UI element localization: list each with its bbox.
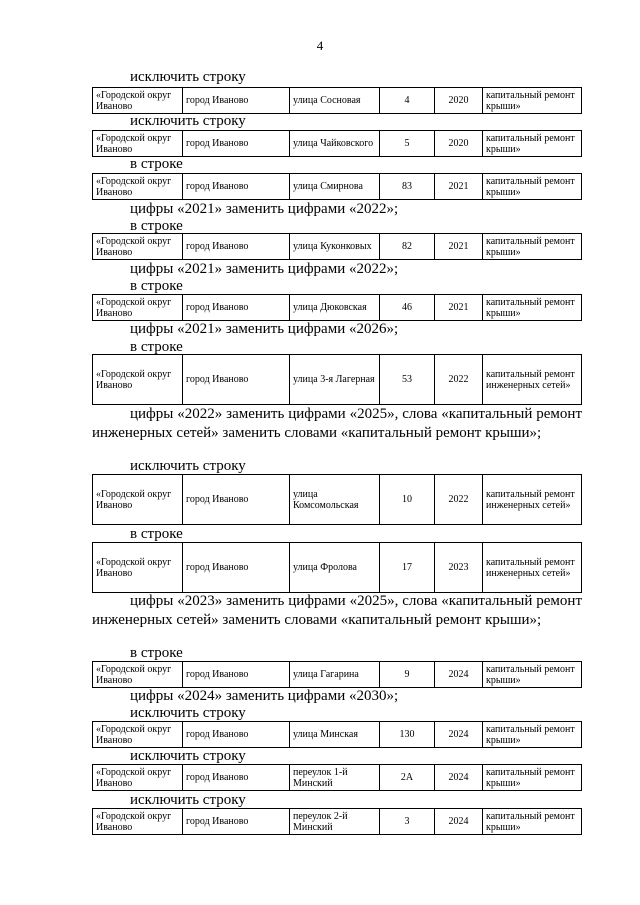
table-cell-city: город Иваново xyxy=(183,355,290,405)
table-cell-house: 5 xyxy=(380,131,435,157)
instruction-paragraph: цифры «2022» заменить цифрами «2025», слова «капитальный ремонт инженерных сетей» заменить словами «капитальный ремонт крыши»; xyxy=(92,406,582,441)
instruction-text: цифры «2024» заменить цифрами «2030»; xyxy=(130,688,399,704)
table-row xyxy=(92,661,582,688)
table-row xyxy=(92,87,582,114)
table-cell-municipality: «Городской округ Иваново xyxy=(93,295,183,321)
table-row xyxy=(92,233,582,260)
table-cell-work-type: капитальный ремонт крыши» xyxy=(483,722,582,748)
table-cell-work-type: капитальный ремонт инженерных сетей» xyxy=(483,475,582,525)
table-cell-year: 2024 xyxy=(435,809,483,835)
table-cell-year: 2024 xyxy=(435,765,483,791)
table-cell-street: улица Гагарина xyxy=(290,662,380,688)
table-row xyxy=(92,474,582,525)
table-cell-city: город Иваново xyxy=(183,475,290,525)
instruction-text: исключить строку xyxy=(130,748,246,764)
table-cell-municipality: «Городской округ Иваново xyxy=(93,722,183,748)
table-cell-municipality: «Городской округ Иваново xyxy=(93,88,183,114)
table-cell-house: 9 xyxy=(380,662,435,688)
table-cell-municipality: «Городской округ Иваново xyxy=(93,234,183,260)
table-cell-municipality: «Городской округ Иваново xyxy=(93,174,183,200)
table-cell-year: 2020 xyxy=(435,88,483,114)
table-cell-work-type: капитальный ремонт крыши» xyxy=(483,88,582,114)
table-cell-street: переулок 1-й Минский xyxy=(290,765,380,791)
table-cell-work-type: капитальный ремонт крыши» xyxy=(483,765,582,791)
instruction-text: в строке xyxy=(130,278,183,294)
table-row xyxy=(92,721,582,748)
table-cell-work-type: капитальный ремонт крыши» xyxy=(483,234,582,260)
table-cell-house: 82 xyxy=(380,234,435,260)
instruction-text: исключить строку xyxy=(130,792,246,808)
table-cell-house: 3 xyxy=(380,809,435,835)
page-number: 4 xyxy=(316,38,324,53)
table-row xyxy=(92,173,582,200)
table-cell-city: город Иваново xyxy=(183,722,290,748)
table-cell-street: улица Минская xyxy=(290,722,380,748)
table-cell-municipality: «Городской округ Иваново xyxy=(93,765,183,791)
table-cell-year: 2023 xyxy=(435,543,483,593)
table-cell-house: 83 xyxy=(380,174,435,200)
instruction-text: цифры «2021» заменить цифрами «2022»; xyxy=(130,201,399,217)
table-cell-work-type: капитальный ремонт крыши» xyxy=(483,131,582,157)
table-cell-street: улица Куконковых xyxy=(290,234,380,260)
table-cell-year: 2021 xyxy=(435,234,483,260)
table-cell-house: 2А xyxy=(380,765,435,791)
table-cell-street: улица Сосновая xyxy=(290,88,380,114)
table-cell-house: 10 xyxy=(380,475,435,525)
table-row xyxy=(92,354,582,405)
table-cell-street: улица Дюковская xyxy=(290,295,380,321)
table-cell-work-type: капитальный ремонт крыши» xyxy=(483,809,582,835)
table-cell-city: город Иваново xyxy=(183,234,290,260)
table-row xyxy=(92,808,582,835)
table-cell-city: город Иваново xyxy=(183,543,290,593)
table-cell-city: город Иваново xyxy=(183,295,290,321)
table-cell-house: 4 xyxy=(380,88,435,114)
table-row xyxy=(92,294,582,321)
table-cell-municipality: «Городской округ Иваново xyxy=(93,355,183,405)
instruction-text: исключить строку xyxy=(130,113,246,129)
table-cell-work-type: капитальный ремонт крыши» xyxy=(483,662,582,688)
instruction-text: в строке xyxy=(130,526,183,542)
table-cell-work-type: капитальный ремонт крыши» xyxy=(483,174,582,200)
table-cell-house: 130 xyxy=(380,722,435,748)
table-cell-year: 2024 xyxy=(435,722,483,748)
table-row xyxy=(92,542,582,593)
table-cell-street: улица Смирнова xyxy=(290,174,380,200)
instruction-text: исключить строку xyxy=(130,705,246,721)
table-cell-city: город Иваново xyxy=(183,174,290,200)
instruction-text: в строке xyxy=(130,645,183,661)
table-cell-house: 46 xyxy=(380,295,435,321)
instruction-paragraph: цифры «2023» заменить цифрами «2025», слова «капитальный ремонт инженерных сетей» заменить словами «капитальный ремонт крыши»; xyxy=(92,593,582,628)
table-cell-work-type: капитальный ремонт инженерных сетей» xyxy=(483,355,582,405)
table-cell-year: 2021 xyxy=(435,174,483,200)
table-cell-street: улица Чайковского xyxy=(290,131,380,157)
table-cell-city: город Иваново xyxy=(183,662,290,688)
table-cell-street: улица Фролова xyxy=(290,543,380,593)
table-cell-house: 17 xyxy=(380,543,435,593)
table-cell-year: 2024 xyxy=(435,662,483,688)
table-cell-house: 53 xyxy=(380,355,435,405)
table-cell-city: город Иваново xyxy=(183,809,290,835)
table-cell-work-type: капитальный ремонт инженерных сетей» xyxy=(483,543,582,593)
table-cell-street: улица 3-я Лагерная xyxy=(290,355,380,405)
table-cell-year: 2021 xyxy=(435,295,483,321)
table-cell-city: город Иваново xyxy=(183,131,290,157)
table-cell-year: 2020 xyxy=(435,131,483,157)
table-cell-street: переулок 2-й Минский xyxy=(290,809,380,835)
table-cell-municipality: «Городской округ Иваново xyxy=(93,662,183,688)
table-cell-city: город Иваново xyxy=(183,88,290,114)
table-cell-municipality: «Городской округ Иваново xyxy=(93,475,183,525)
table-cell-municipality: «Городской округ Иваново xyxy=(93,543,183,593)
table-cell-municipality: «Городской округ Иваново xyxy=(93,131,183,157)
instruction-text: в строке xyxy=(130,339,183,355)
table-cell-year: 2022 xyxy=(435,475,483,525)
instruction-text: исключить строку xyxy=(130,458,246,474)
instruction-text: исключить строку xyxy=(130,69,246,85)
table-cell-year: 2022 xyxy=(435,355,483,405)
table-row xyxy=(92,764,582,791)
instruction-text: в строке xyxy=(130,218,183,234)
instruction-text: цифры «2021» заменить цифрами «2026»; xyxy=(130,321,399,337)
instruction-text: цифры «2021» заменить цифрами «2022»; xyxy=(130,261,399,277)
table-cell-street: улица Комсомольская xyxy=(290,475,380,525)
table-cell-municipality: «Городской округ Иваново xyxy=(93,809,183,835)
table-cell-work-type: капитальный ремонт крыши» xyxy=(483,295,582,321)
table-row xyxy=(92,130,582,157)
table-cell-city: город Иваново xyxy=(183,765,290,791)
instruction-text: в строке xyxy=(130,156,183,172)
